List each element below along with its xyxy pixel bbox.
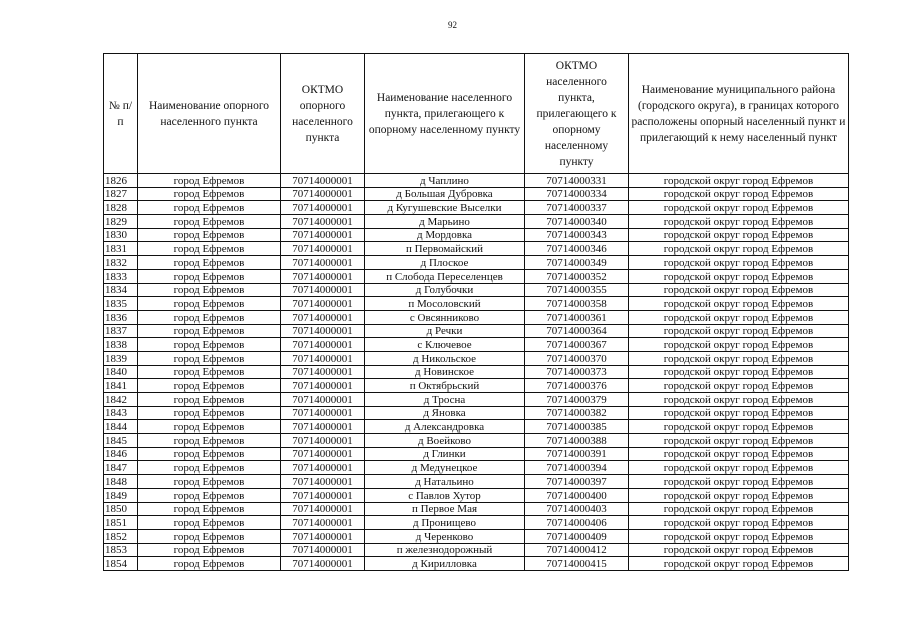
cell-municipal-district: городской округ город Ефремов [629, 406, 849, 420]
cell-adjacent-settlement: д Новинское [365, 365, 525, 379]
cell-anchor-oktmo: 70714000001 [281, 379, 365, 393]
cell-municipal-district: городской округ город Ефремов [629, 201, 849, 215]
cell-municipal-district: городской округ город Ефремов [629, 351, 849, 365]
cell-row-number: 1834 [104, 283, 138, 297]
cell-adjacent-settlement: д Кирилловка [365, 557, 525, 571]
cell-municipal-district: городской округ город Ефремов [629, 557, 849, 571]
cell-anchor-oktmo: 70714000001 [281, 365, 365, 379]
cell-anchor-oktmo: 70714000001 [281, 174, 365, 188]
cell-row-number: 1833 [104, 269, 138, 283]
cell-row-number: 1851 [104, 516, 138, 530]
cell-anchor-settlement: город Ефремов [138, 406, 281, 420]
cell-anchor-oktmo: 70714000001 [281, 310, 365, 324]
cell-adjacent-settlement: п железнодорожный [365, 543, 525, 557]
cell-municipal-district: городской округ город Ефремов [629, 228, 849, 242]
table-row [104, 174, 849, 188]
cell-anchor-oktmo: 70714000001 [281, 338, 365, 352]
column-header-number: № п/п [104, 54, 138, 174]
cell-adjacent-oktmo: 70714000403 [525, 502, 629, 516]
cell-adjacent-oktmo: 70714000352 [525, 269, 629, 283]
cell-adjacent-oktmo: 70714000391 [525, 447, 629, 461]
cell-anchor-settlement: город Ефремов [138, 502, 281, 516]
cell-row-number: 1827 [104, 187, 138, 201]
cell-adjacent-settlement: д Марьино [365, 215, 525, 229]
cell-adjacent-oktmo: 70714000361 [525, 310, 629, 324]
cell-municipal-district: городской округ город Ефремов [629, 174, 849, 188]
settlements-table [103, 53, 849, 571]
cell-adjacent-oktmo: 70714000412 [525, 543, 629, 557]
table-row [104, 365, 849, 379]
cell-anchor-oktmo: 70714000001 [281, 420, 365, 434]
cell-row-number: 1832 [104, 256, 138, 270]
cell-adjacent-settlement: д Тросна [365, 393, 525, 407]
cell-anchor-settlement: город Ефремов [138, 420, 281, 434]
cell-adjacent-settlement: д Черенково [365, 529, 525, 543]
cell-anchor-oktmo: 70714000001 [281, 475, 365, 489]
cell-adjacent-settlement: д Медунецкое [365, 461, 525, 475]
cell-anchor-oktmo: 70714000001 [281, 215, 365, 229]
cell-row-number: 1848 [104, 475, 138, 489]
cell-adjacent-oktmo: 70714000415 [525, 557, 629, 571]
cell-anchor-settlement: город Ефремов [138, 242, 281, 256]
cell-row-number: 1838 [104, 338, 138, 352]
cell-adjacent-oktmo: 70714000367 [525, 338, 629, 352]
cell-municipal-district: городской округ город Ефремов [629, 256, 849, 270]
cell-anchor-settlement: город Ефремов [138, 187, 281, 201]
cell-anchor-settlement: город Ефремов [138, 529, 281, 543]
cell-adjacent-settlement: д Мордовка [365, 228, 525, 242]
cell-anchor-oktmo: 70714000001 [281, 543, 365, 557]
cell-adjacent-oktmo: 70714000370 [525, 351, 629, 365]
table-header-row [104, 54, 849, 174]
cell-adjacent-settlement: с Овсянниково [365, 310, 525, 324]
cell-anchor-settlement: город Ефремов [138, 201, 281, 215]
cell-adjacent-oktmo: 70714000358 [525, 297, 629, 311]
cell-municipal-district: городской округ город Ефремов [629, 447, 849, 461]
cell-adjacent-settlement: с Ключевое [365, 338, 525, 352]
table-row [104, 187, 849, 201]
cell-row-number: 1841 [104, 379, 138, 393]
cell-anchor-settlement: город Ефремов [138, 256, 281, 270]
cell-adjacent-settlement: д Воейково [365, 434, 525, 448]
cell-anchor-settlement: город Ефремов [138, 516, 281, 530]
table-row [104, 324, 849, 338]
cell-municipal-district: городской округ город Ефремов [629, 420, 849, 434]
column-header-municipal-district: Наименование муниципального района (городского округа), в границах которого расположены опорный населенный пункт и прилегающий к нему населенный пункт [629, 54, 849, 174]
cell-anchor-oktmo: 70714000001 [281, 228, 365, 242]
cell-adjacent-oktmo: 70714000340 [525, 215, 629, 229]
cell-anchor-oktmo: 70714000001 [281, 529, 365, 543]
cell-municipal-district: городской округ город Ефремов [629, 475, 849, 489]
cell-adjacent-oktmo: 70714000349 [525, 256, 629, 270]
cell-municipal-district: городской округ город Ефремов [629, 187, 849, 201]
column-header-anchor-oktmo: ОКТМО опорного населенного пункта [281, 54, 365, 174]
column-header-adjacent-oktmo: ОКТМО населенного пункта, прилегающего к опорному населенному пункту [525, 54, 629, 174]
cell-row-number: 1831 [104, 242, 138, 256]
cell-municipal-district: городской округ город Ефремов [629, 215, 849, 229]
cell-municipal-district: городской округ город Ефремов [629, 310, 849, 324]
cell-municipal-district: городской округ город Ефремов [629, 379, 849, 393]
cell-adjacent-oktmo: 70714000385 [525, 420, 629, 434]
cell-adjacent-settlement: п Слобода Переселенцев [365, 269, 525, 283]
cell-anchor-oktmo: 70714000001 [281, 461, 365, 475]
table-row [104, 351, 849, 365]
cell-municipal-district: городской округ город Ефремов [629, 365, 849, 379]
cell-municipal-district: городской округ город Ефремов [629, 283, 849, 297]
cell-anchor-settlement: город Ефремов [138, 557, 281, 571]
cell-adjacent-oktmo: 70714000376 [525, 379, 629, 393]
cell-row-number: 1842 [104, 393, 138, 407]
cell-adjacent-settlement: п Первомайский [365, 242, 525, 256]
cell-municipal-district: городской округ город Ефремов [629, 461, 849, 475]
cell-anchor-settlement: город Ефремов [138, 215, 281, 229]
table-row [104, 379, 849, 393]
cell-adjacent-settlement: д Плоское [365, 256, 525, 270]
table-row [104, 461, 849, 475]
cell-anchor-oktmo: 70714000001 [281, 406, 365, 420]
cell-municipal-district: городской округ город Ефремов [629, 338, 849, 352]
cell-municipal-district: городской округ город Ефремов [629, 324, 849, 338]
cell-anchor-settlement: город Ефремов [138, 393, 281, 407]
table-row [104, 502, 849, 516]
cell-adjacent-settlement: п Октябрьский [365, 379, 525, 393]
cell-anchor-settlement: город Ефремов [138, 310, 281, 324]
cell-municipal-district: городской округ город Ефремов [629, 393, 849, 407]
table-row [104, 256, 849, 270]
cell-anchor-oktmo: 70714000001 [281, 269, 365, 283]
cell-adjacent-oktmo: 70714000409 [525, 529, 629, 543]
table-row [104, 447, 849, 461]
column-header-anchor-settlement: Наименование опорного населенного пункта [138, 54, 281, 174]
cell-adjacent-settlement: д Голубочки [365, 283, 525, 297]
cell-municipal-district: городской округ город Ефремов [629, 297, 849, 311]
cell-row-number: 1840 [104, 365, 138, 379]
table-row [104, 201, 849, 215]
column-header-adjacent-settlement: Наименование населенного пункта, прилегающего к опорному населенному пункту [365, 54, 525, 174]
cell-anchor-oktmo: 70714000001 [281, 297, 365, 311]
cell-row-number: 1828 [104, 201, 138, 215]
cell-row-number: 1836 [104, 310, 138, 324]
table-row [104, 310, 849, 324]
cell-anchor-oktmo: 70714000001 [281, 351, 365, 365]
cell-municipal-district: городской округ город Ефремов [629, 529, 849, 543]
cell-adjacent-oktmo: 70714000343 [525, 228, 629, 242]
cell-anchor-oktmo: 70714000001 [281, 516, 365, 530]
cell-row-number: 1847 [104, 461, 138, 475]
cell-adjacent-settlement: с Павлов Хутор [365, 488, 525, 502]
cell-adjacent-oktmo: 70714000364 [525, 324, 629, 338]
cell-anchor-settlement: город Ефремов [138, 434, 281, 448]
cell-adjacent-settlement: д Яновка [365, 406, 525, 420]
cell-anchor-settlement: город Ефремов [138, 351, 281, 365]
cell-anchor-oktmo: 70714000001 [281, 242, 365, 256]
table-row [104, 406, 849, 420]
cell-anchor-settlement: город Ефремов [138, 269, 281, 283]
cell-adjacent-oktmo: 70714000346 [525, 242, 629, 256]
table-body [104, 174, 849, 571]
cell-adjacent-settlement: д Кугушевские Выселки [365, 201, 525, 215]
table-row [104, 215, 849, 229]
cell-municipal-district: городской округ город Ефремов [629, 269, 849, 283]
table-row [104, 557, 849, 571]
cell-anchor-oktmo: 70714000001 [281, 256, 365, 270]
table-row [104, 488, 849, 502]
cell-adjacent-settlement: п Первое Мая [365, 502, 525, 516]
table-row [104, 283, 849, 297]
cell-row-number: 1850 [104, 502, 138, 516]
cell-anchor-oktmo: 70714000001 [281, 201, 365, 215]
cell-anchor-oktmo: 70714000001 [281, 502, 365, 516]
cell-anchor-settlement: город Ефремов [138, 283, 281, 297]
cell-adjacent-oktmo: 70714000400 [525, 488, 629, 502]
cell-municipal-district: городской округ город Ефремов [629, 502, 849, 516]
cell-anchor-oktmo: 70714000001 [281, 488, 365, 502]
cell-anchor-settlement: город Ефремов [138, 174, 281, 188]
cell-municipal-district: городской округ город Ефремов [629, 543, 849, 557]
cell-adjacent-oktmo: 70714000355 [525, 283, 629, 297]
cell-row-number: 1854 [104, 557, 138, 571]
cell-adjacent-oktmo: 70714000337 [525, 201, 629, 215]
cell-anchor-oktmo: 70714000001 [281, 393, 365, 407]
cell-anchor-settlement: город Ефремов [138, 297, 281, 311]
cell-adjacent-oktmo: 70714000334 [525, 187, 629, 201]
table-row [104, 434, 849, 448]
cell-row-number: 1829 [104, 215, 138, 229]
cell-anchor-oktmo: 70714000001 [281, 324, 365, 338]
cell-municipal-district: городской округ город Ефремов [629, 516, 849, 530]
cell-row-number: 1845 [104, 434, 138, 448]
cell-anchor-settlement: город Ефремов [138, 543, 281, 557]
cell-anchor-settlement: город Ефремов [138, 228, 281, 242]
cell-adjacent-oktmo: 70714000379 [525, 393, 629, 407]
table-row [104, 543, 849, 557]
cell-anchor-settlement: город Ефремов [138, 379, 281, 393]
cell-adjacent-settlement: п Мосоловский [365, 297, 525, 311]
cell-adjacent-oktmo: 70714000406 [525, 516, 629, 530]
cell-municipal-district: городской округ город Ефремов [629, 488, 849, 502]
table-row [104, 228, 849, 242]
table-row [104, 529, 849, 543]
cell-row-number: 1843 [104, 406, 138, 420]
cell-municipal-district: городской округ город Ефремов [629, 242, 849, 256]
cell-adjacent-oktmo: 70714000373 [525, 365, 629, 379]
cell-anchor-settlement: город Ефремов [138, 338, 281, 352]
cell-adjacent-settlement: д Пронищево [365, 516, 525, 530]
table-row [104, 393, 849, 407]
cell-anchor-oktmo: 70714000001 [281, 557, 365, 571]
cell-anchor-oktmo: 70714000001 [281, 434, 365, 448]
page-number: 92 [448, 20, 457, 30]
cell-row-number: 1837 [104, 324, 138, 338]
cell-row-number: 1844 [104, 420, 138, 434]
cell-anchor-settlement: город Ефремов [138, 365, 281, 379]
cell-adjacent-settlement: д Чаплино [365, 174, 525, 188]
cell-anchor-settlement: город Ефремов [138, 461, 281, 475]
cell-adjacent-settlement: д Речки [365, 324, 525, 338]
table-row [104, 338, 849, 352]
cell-municipal-district: городской округ город Ефремов [629, 434, 849, 448]
cell-adjacent-oktmo: 70714000394 [525, 461, 629, 475]
cell-adjacent-oktmo: 70714000331 [525, 174, 629, 188]
cell-adjacent-settlement: д Александровка [365, 420, 525, 434]
cell-adjacent-settlement: д Глинки [365, 447, 525, 461]
table-row [104, 297, 849, 311]
cell-anchor-oktmo: 70714000001 [281, 187, 365, 201]
cell-row-number: 1839 [104, 351, 138, 365]
table-row [104, 516, 849, 530]
cell-adjacent-settlement: д Никольское [365, 351, 525, 365]
cell-row-number: 1849 [104, 488, 138, 502]
cell-row-number: 1835 [104, 297, 138, 311]
table-row [104, 420, 849, 434]
cell-anchor-settlement: город Ефремов [138, 447, 281, 461]
cell-row-number: 1830 [104, 228, 138, 242]
cell-anchor-oktmo: 70714000001 [281, 283, 365, 297]
table-row [104, 242, 849, 256]
cell-adjacent-settlement: д Натальино [365, 475, 525, 489]
cell-anchor-oktmo: 70714000001 [281, 447, 365, 461]
cell-adjacent-oktmo: 70714000382 [525, 406, 629, 420]
cell-adjacent-oktmo: 70714000397 [525, 475, 629, 489]
cell-row-number: 1826 [104, 174, 138, 188]
table-row [104, 475, 849, 489]
cell-row-number: 1853 [104, 543, 138, 557]
cell-row-number: 1852 [104, 529, 138, 543]
table-row [104, 269, 849, 283]
cell-anchor-settlement: город Ефремов [138, 324, 281, 338]
cell-adjacent-oktmo: 70714000388 [525, 434, 629, 448]
cell-anchor-settlement: город Ефремов [138, 475, 281, 489]
cell-anchor-settlement: город Ефремов [138, 488, 281, 502]
cell-row-number: 1846 [104, 447, 138, 461]
cell-adjacent-settlement: д Большая Дубровка [365, 187, 525, 201]
